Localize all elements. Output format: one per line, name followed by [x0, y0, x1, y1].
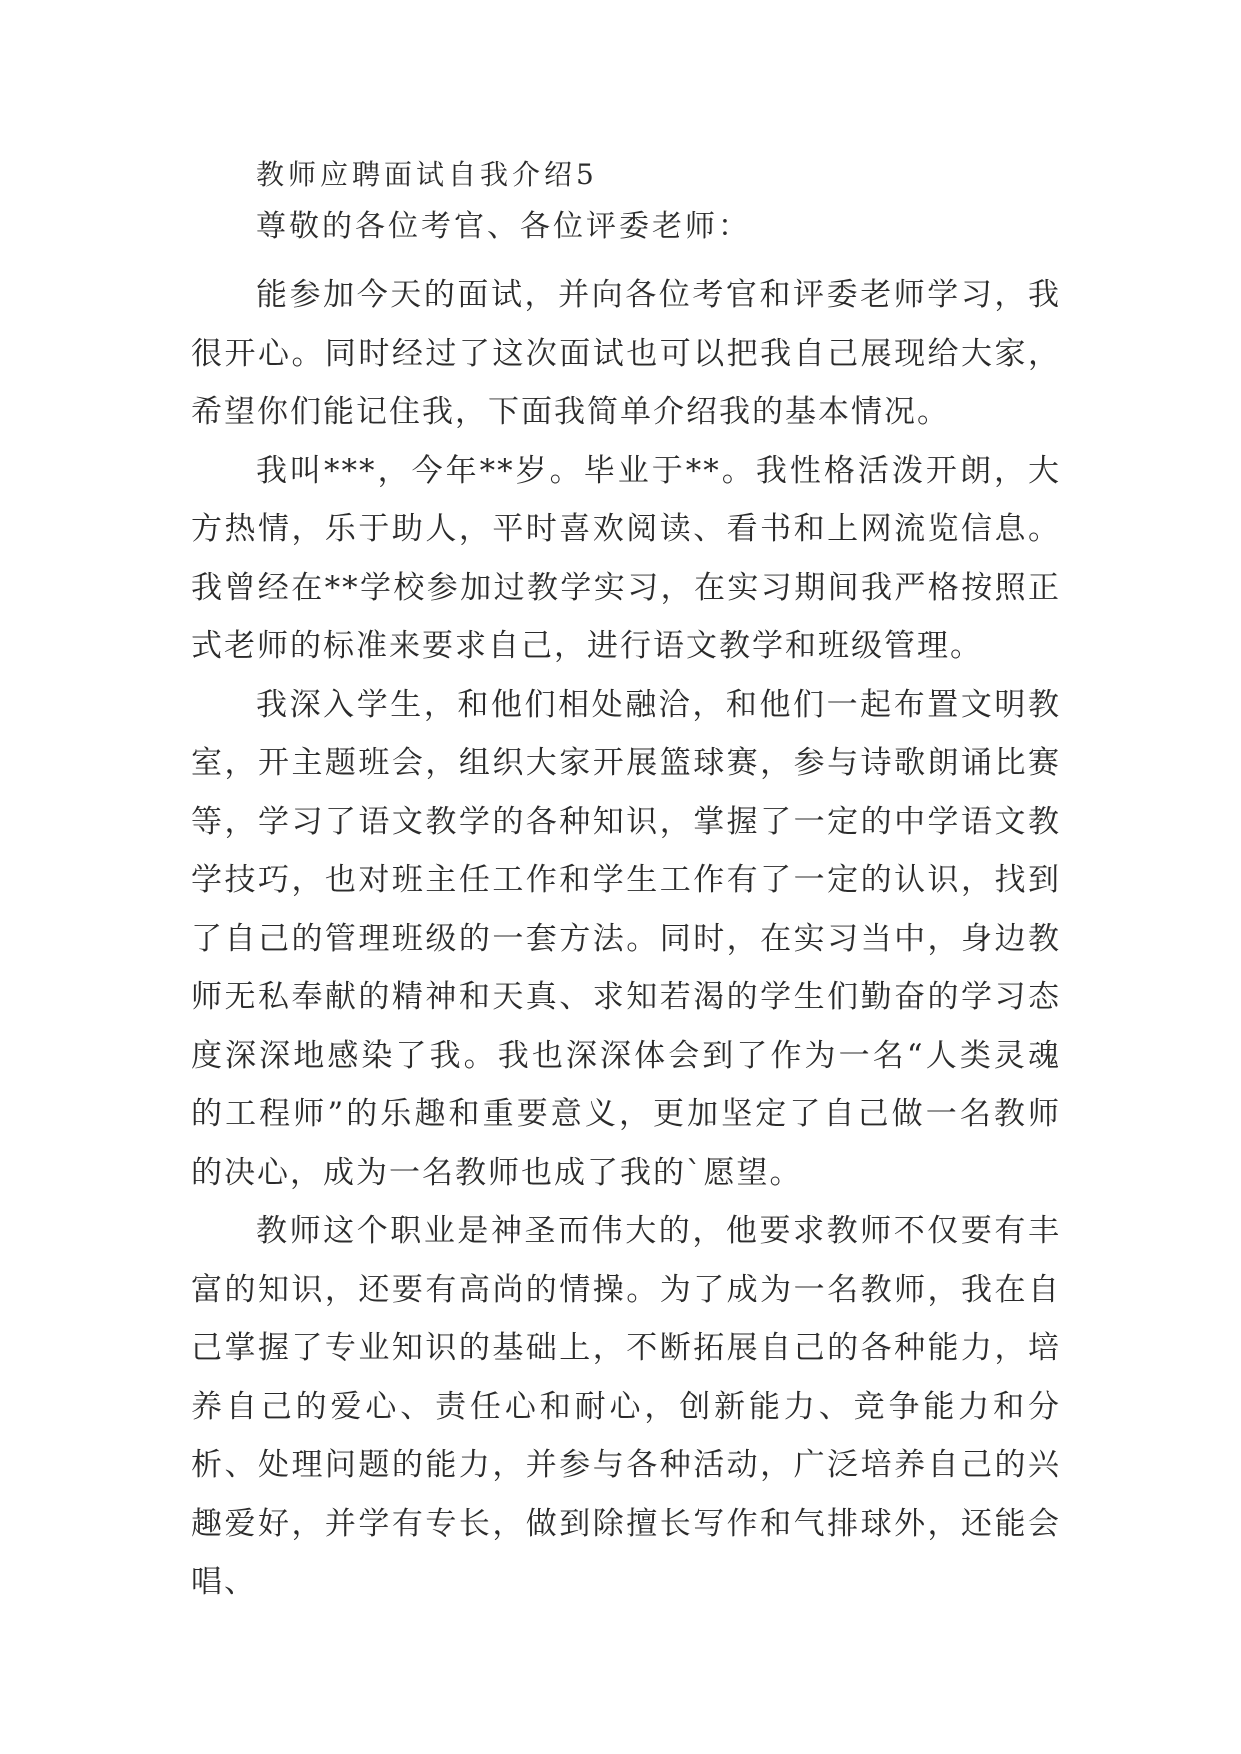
paragraph-4: 教师这个职业是神圣而伟大的，他要求教师不仅要有丰富的知识，还要有高尚的情操。为了成为一名教师，我在自己掌握了专业知识的基础上，不断拓展自己的各种能力，培养自己的爱心、责任心和耐心，创新能力、竞争能力和分析、处理问题的能力，并参与各种活动，广泛培养自己的兴趣爱好，并学有专长，做到除擅长写作和气排球外，还能会唱、 [191, 1213, 1061, 1600]
document-heading: 教师应聘面试自我介绍5 [256, 158, 598, 191]
document-body [191, 158, 1061, 1612]
paragraph-1: 能参加今天的面试，并向各位考官和评委老师学习，我很开心。同时经过了这次面试也可以把我自己展现给大家，希望你们能记住我，下面我简单介绍我的基本情况。 [191, 277, 1061, 430]
paragraph-2: 我叫***，今年**岁。毕业于**。我性格活泼开朗，大方热情，乐于助人，平时喜欢阅读、看书和上网流览信息。我曾经在**学校参加过教学实习，在实习期间我严格按照正式老师的标准来要求自己，进行语文教学和班级管理。 [191, 452, 1061, 664]
salutation: 尊敬的各位考官、各位评委老师： [256, 209, 751, 244]
paragraph-3: 我深入学生，和他们相处融洽，和他们一起布置文明教室，开主题班会，组织大家开展篮球赛，参与诗歌朗诵比赛等，学习了语文教学的各种知识，掌握了一定的中学语文教学技巧，也对班主任工作和学生工作有了一定的认识，找到了自己的管理班级的一套方法。同时，在实习当中，身边教师无私奉献的精神和天真、求知若渴的学生们勤奋的学习态度深深地感染了我。我也深深体会到了作为一名“人类灵魂的工程师”的乐趣和重要意义，更加坚定了自己做一名教师的决心，成为一名教师也成了我的`愿望。 [191, 686, 1061, 1191]
